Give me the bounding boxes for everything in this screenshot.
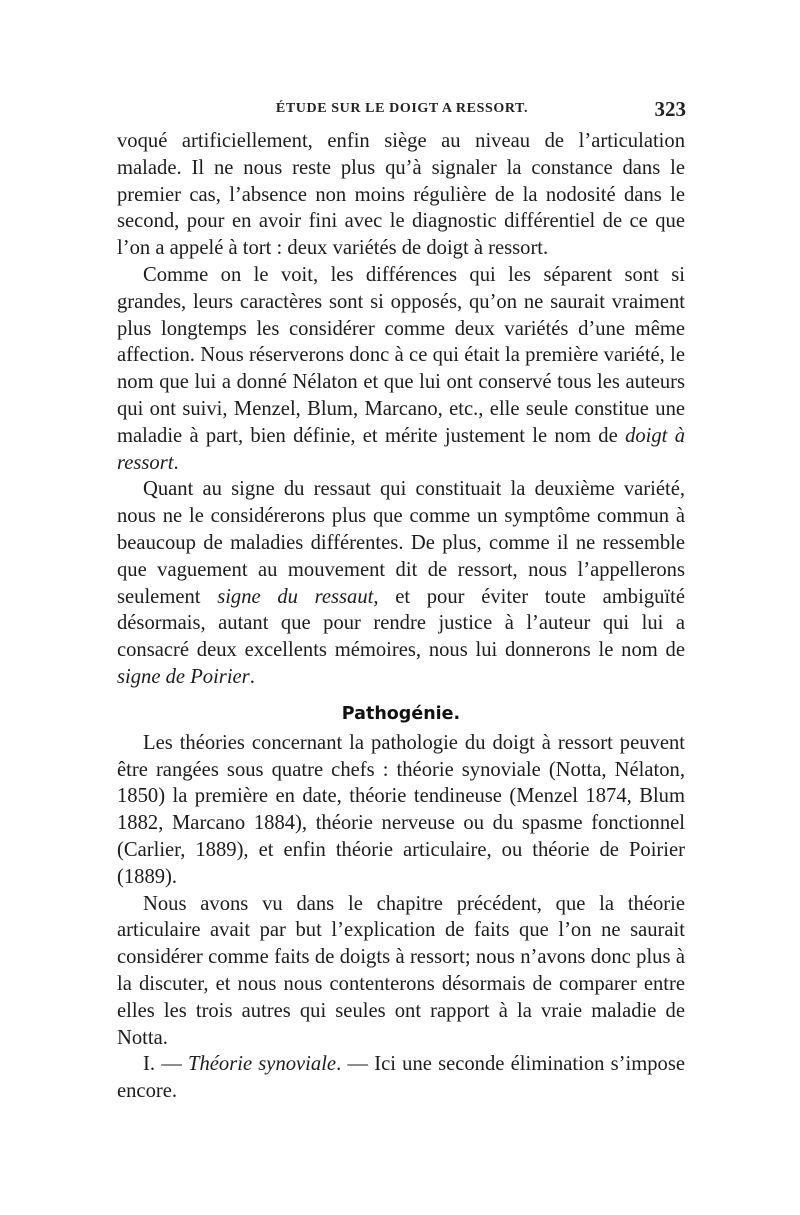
paragraph-3-end: .	[249, 665, 255, 688]
paragraph-2-emphasis: doigt à ressort	[117, 424, 685, 474]
paragraph-6-lead: I. —	[143, 1053, 189, 1076]
paragraph-3	[117, 476, 685, 690]
paragraph-2-text: Comme on le voit, les différences qui les séparent sont si grandes, leurs caractères sont si opposés, qu’on ne saurait vraiment plus longtemps les considérer comme deux variétés d’une même affection. Nous réserverons donc à ce qui était la première variété, le nom que lui a donné Nélaton et que lui ont conservé tous les auteurs qui ont suivi, Menzel, Blum, Marcano, etc., elle seule constitue une maladie à part, bien définie, et mérite justement le nom de	[117, 263, 685, 447]
paragraph-6-text: . — Ici une seconde élimination s’impose encore.	[117, 1053, 685, 1103]
body-text	[117, 128, 685, 1105]
paragraph-3-text-b: , et pour éviter toute ambiguïté désormais, autant que pour rendre justice à l’auteur qui lui a consacré deux excellents mémoires, nous lui donnerons le nom de	[117, 585, 685, 662]
page-number: 323	[654, 97, 686, 121]
section-heading: Pathogénie.	[341, 703, 461, 724]
paragraph-2	[117, 262, 685, 476]
running-title: ÉTUDE SUR LE DOIGT A RESSORT.	[275, 101, 529, 116]
paragraph-3-emphasis-1: signe du ressaut	[217, 585, 374, 608]
paragraph-6-emphasis: Théorie synoviale	[188, 1053, 337, 1076]
paragraph-5	[117, 891, 685, 1052]
paragraph-4	[117, 730, 685, 891]
paragraph-3-emphasis-2: signe de Poirier	[117, 665, 250, 688]
paragraph-6	[117, 1051, 685, 1105]
running-head	[118, 97, 686, 123]
paragraph-1	[117, 128, 685, 262]
paragraph-1-text: voqué artificiellement, enfin siège au niveau de l’articulation malade. Il ne nous reste plus qu’à signaler la constance dans le premier cas, l’absence non moins régulière de la nodosité dans le second, pour en avoir fini avec le diagnostic différentiel de ce que l’on a appelé à tort : deux variétés de doigt à ressort.	[117, 130, 685, 260]
paragraph-2-end: .	[173, 451, 179, 474]
paragraph-4-text: Les théories concernant la pathologie du doigt à ressort peuvent être rangées sous quatre chefs : théorie synoviale (Notta, Nélaton, 1850) la première en date, théorie tendineuse (Menzel 1874, Blum 1882, Marcano 1884), théorie nerveuse ou du spasme fonctionnel (Carlier, 1889), et enfin théorie articulaire, ou théorie de Poirier (1889).	[117, 731, 685, 888]
paragraph-3-text-a: Quant au signe du ressaut qui constituait la deuxième variété, nous ne le considérerons plus que comme un symptôme commun à beaucoup de maladies différentes. De plus, comme il ne ressemble que vaguement au mouvement dit de ressort, nous l’appellerons seulement	[117, 478, 685, 608]
paragraph-5-text: Nous avons vu dans le chapitre précédent, que la théorie articulaire avait par but l’explication de faits que l’on ne saurait considérer comme faits de doigts à ressort; nous n’avons donc plus à la discuter, et nous nous contenterons désormais de comparer entre elles les trois autres qui seules ont rapport à la vraie maladie de Notta.	[117, 892, 685, 1049]
